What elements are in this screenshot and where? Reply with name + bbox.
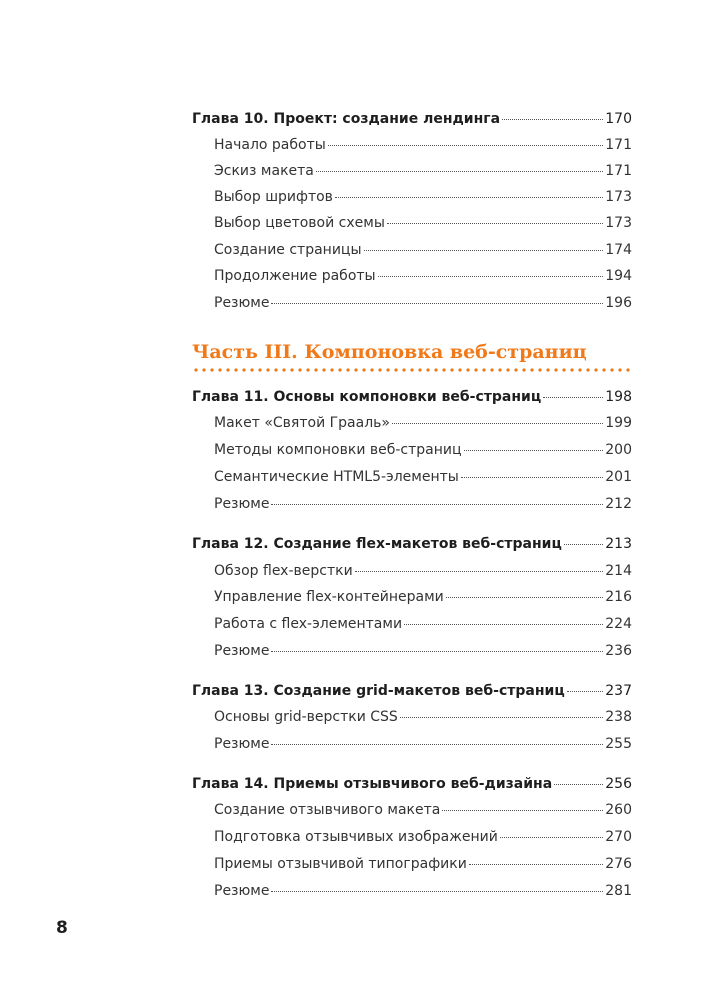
toc-entry[interactable] [214,642,632,660]
dot-leader [392,423,603,424]
toc-entry[interactable] [214,136,632,154]
page-ref: 281 [605,883,632,899]
page-ref: 212 [605,496,632,512]
toc-entry[interactable] [214,162,632,180]
page-ref: 224 [605,616,632,632]
entry-title: Эскиз макета [214,163,314,179]
page-ref: 173 [605,189,632,205]
entry-title: Резюме [214,736,270,752]
entry-title: Продолжение работы [214,268,376,284]
toc-entry[interactable] [214,495,632,513]
toc-entry[interactable] [214,855,632,873]
dot-leader [543,397,603,398]
dot-leader [364,250,604,251]
toc-entry[interactable] [214,188,632,206]
entry-title: Резюме [214,496,270,512]
dot-leader [446,597,604,598]
toc-entry[interactable] [214,588,632,606]
entry-title: Подготовка отзывчивых изображений [214,829,498,845]
entry-title: Выбор шрифтов [214,189,333,205]
dot-leader [500,837,603,838]
entry-title: Методы компоновки веб-страниц [214,442,462,458]
chapter-title: Глава 12. Создание flex-макетов веб-страниц [192,536,562,552]
entry-title: Основы grid-верстки CSS [214,709,398,725]
dot-leader [328,145,603,146]
toc-entry[interactable] [214,241,632,259]
entry-title: Макет «Святой Грааль» [214,415,390,431]
dot-leader [464,450,604,451]
entry-title: Работа с flex-элементами [214,616,403,632]
page-ref: 170 [605,111,632,127]
toc-chapter-13[interactable] [192,682,632,700]
toc-entry[interactable] [214,735,632,753]
dot-leader [271,891,603,892]
dot-leader [271,744,603,745]
page-ref: 216 [605,589,632,605]
part-title-underline [192,368,632,372]
chapter-title: Глава 11. Основы компоновки веб-страниц [192,389,542,405]
chapter-title: Глава 10. Проект: создание лендинга [192,111,501,127]
page-ref: 256 [605,776,632,792]
dot-leader [400,717,603,718]
entry-title: Приемы отзывчивой типографики [214,856,467,872]
page-ref: 194 [605,268,632,284]
dot-leader [355,571,604,572]
toc-entry[interactable] [214,562,632,580]
page-ref: 196 [605,295,632,311]
toc-chapter-12[interactable] [192,535,632,553]
toc-entry[interactable] [214,828,632,846]
page-ref: 255 [605,736,632,752]
page-ref: 276 [605,856,632,872]
toc-entry[interactable] [214,414,632,432]
dot-leader [442,810,603,811]
page-number: 8 [56,918,68,938]
dot-leader [469,864,603,865]
page-ref: 237 [605,683,632,699]
toc-entry[interactable] [214,468,632,486]
page-ref: 213 [605,536,632,552]
dot-leader [378,276,604,277]
dot-leader [271,303,603,304]
toc-entry[interactable] [214,708,632,726]
entry-title: Выбор цветовой схемы [214,215,385,231]
dot-leader [567,691,604,692]
toc-entry[interactable] [214,214,632,232]
dot-leader [502,119,603,120]
toc-entry[interactable] [214,882,632,900]
page-ref: 214 [605,563,632,579]
page-ref: 270 [605,829,632,845]
page-ref: 238 [605,709,632,725]
toc-chapter-10[interactable] [192,110,632,128]
entry-title: Семантические HTML5-элементы [214,469,459,485]
page-ref: 199 [605,415,632,431]
dot-leader [335,197,603,198]
toc-entry[interactable] [214,615,632,633]
dot-leader [461,477,603,478]
page-ref: 171 [605,137,632,153]
toc-entry[interactable] [214,441,632,459]
entry-title: Обзор flex-верстки [214,563,353,579]
toc-entry[interactable] [214,267,632,285]
toc-entry[interactable] [214,294,632,312]
page-ref: 174 [605,242,632,258]
chapter-title: Глава 14. Приемы отзывчивого веб-дизайна [192,776,553,792]
dot-leader [404,624,603,625]
page-ref: 260 [605,802,632,818]
entry-title: Управление flex-контейнерами [214,589,444,605]
page-ref: 200 [605,442,632,458]
page-ref: 173 [605,215,632,231]
page-ref: 236 [605,643,632,659]
entry-title: Резюме [214,295,270,311]
entry-title: Резюме [214,643,270,659]
page-ref: 198 [605,389,632,405]
page-ref: 201 [605,469,632,485]
page-ref: 171 [605,163,632,179]
toc-chapter-14[interactable] [192,775,632,793]
part-title: Часть III. Компоновка веб-страниц [192,341,587,363]
entry-title: Создание страницы [214,242,362,258]
entry-title: Резюме [214,883,270,899]
dot-leader [387,223,603,224]
toc-chapter-11[interactable] [192,388,632,406]
dot-leader [316,171,603,172]
dot-leader [271,504,603,505]
toc-entry[interactable] [214,801,632,819]
entry-title: Создание отзывчивого макета [214,802,441,818]
chapter-title: Глава 13. Создание grid-макетов веб-страниц [192,683,565,699]
dot-leader [271,651,603,652]
entry-title: Начало работы [214,137,326,153]
dot-leader [564,544,603,545]
dot-leader [554,784,603,785]
